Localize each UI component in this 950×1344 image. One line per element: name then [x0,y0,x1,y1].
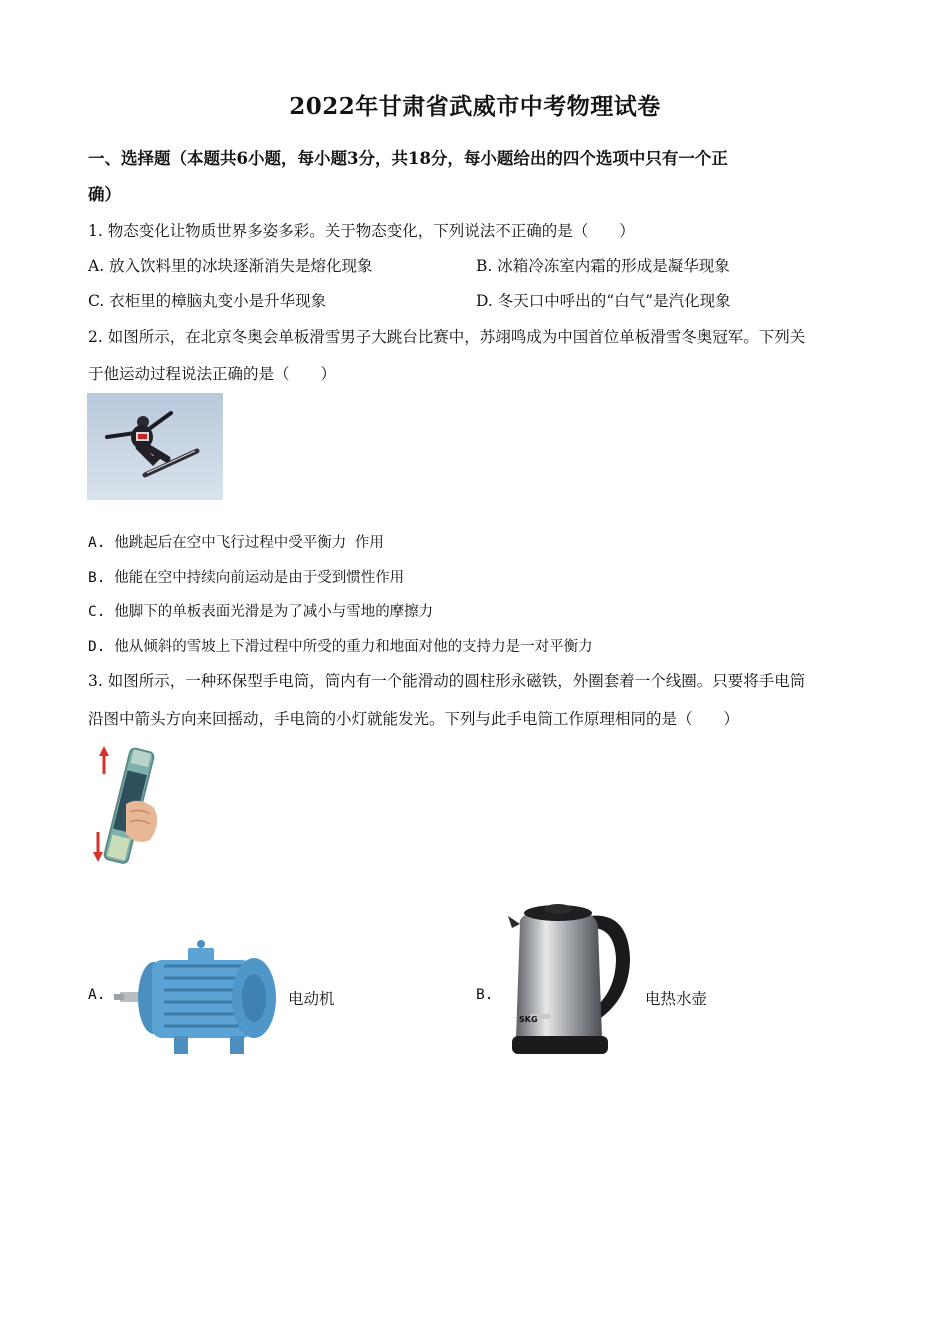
q1-option-a: A. 放入饮料里的冰块逐渐消失是熔化现象 [88,257,373,275]
q3-option-b-label: 电热水壶 [645,990,708,1008]
q3-stem-line1: 3. 如图所示，一种环保型手电筒，筒内有一个能滑动的圆柱形永磁铁，外圈套着一个线圈。只要将手电筒 [88,672,806,690]
q2-stem-line1: 2. 如图所示，在北京冬奥会单板滑雪男子大跳台比赛中，苏翊鸣成为中国首位单板滑雪冬奥冠军。下列关 [88,328,806,346]
q1-option-c: C. 衣柜里的樟脑丸变小是升华现象 [88,292,327,310]
section-heading-line2: 确） [88,185,121,204]
q1-option-d: D. 冬天口中呼出的“白气”是汽化现象 [476,292,731,310]
kettle-brand-logo: SKG [519,1015,538,1024]
q2-stem-line2: 于他运动过程说法正确的是（ ） [88,365,337,383]
q3-option-b-letter: B. [476,987,494,1003]
q3-option-a-label: 电动机 [288,990,335,1008]
electric-kettle-image [506,898,634,1064]
q2-option-c: C. 他脚下的单板表面光滑是为了减小与雪地的摩擦力 [88,604,434,620]
section-heading-line1: 一、选择题（本题共6小题，每小题3分，共18分，每小题给出的四个选项中只有一个正 [88,149,728,168]
q3-stem-line2: 沿图中箭头方向来回摇动，手电筒的小灯就能发光。下列与此手电筒工作原理相同的是（ ） [88,710,740,728]
snowboarder-image [87,393,223,500]
q1-stem: 1. 物态变化让物质世界多姿多彩。关于物态变化，下列说法不正确的是（ ） [88,222,635,240]
q1-option-b: B. 冰箱冷冻室内霜的形成是凝华现象 [476,257,730,275]
page-title: 2022年甘肃省武威市中考物理试卷 [289,93,661,120]
electric-motor-image [114,938,284,1062]
q3-option-a-letter: A. [88,987,106,1003]
q2-option-a: A. 他跳起后在空中飞行过程中受平衡力 作用 [88,535,384,551]
q2-option-d: D. 他从倾斜的雪坡上下滑过程中所受的重力和地面对他的支持力是一对平衡力 [88,639,593,655]
q2-option-b: B. 他能在空中持续向前运动是由于受到惯性作用 [88,570,405,586]
flashlight-image [90,742,170,870]
